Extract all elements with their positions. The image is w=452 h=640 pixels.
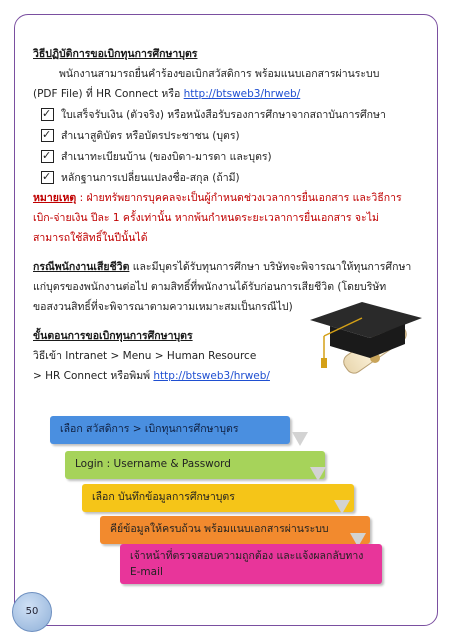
page-number: 50 bbox=[25, 606, 39, 617]
section2-line1: วิธีเข้า Intranet > Menu > Human Resource bbox=[33, 350, 257, 362]
checkbox-checked-icon bbox=[41, 150, 54, 163]
page-number-badge bbox=[12, 592, 52, 632]
checklist-item bbox=[41, 167, 413, 188]
arrow-down-icon bbox=[334, 500, 350, 514]
section1-paragraph-a: พนักงานสามารถยื่นคำร้องขอเบิกสวัสดิการ พร้อมแนบเอกสารผ่านระบบ bbox=[59, 68, 380, 80]
checkbox-checked-icon bbox=[41, 108, 54, 121]
death-case-text-3: ขอสงวนสิทธิ์ที่จะพิจารณาตามความเหมาะสมเป็นกรณีไป) bbox=[33, 301, 293, 313]
note-text-3: สามารถใช้สิทธิ์ในปีนั้นได้ bbox=[33, 232, 148, 244]
flow-step-2-label: Login : Username & Password bbox=[75, 458, 231, 470]
section1-title: วิธีปฏิบัติการขอเบิกทุนการศึกษาบุตร bbox=[33, 48, 198, 60]
section2-line2-text: > HR Connect หรือพิมพ์ bbox=[33, 370, 154, 382]
section1-paragraph-b bbox=[33, 84, 413, 104]
flow-step-1 bbox=[50, 416, 290, 444]
checklist-item-label: ใบเสร็จรับเงิน (ตัวจริง) หรือหนังสือรับรองการศึกษาจากสถาบันการศึกษา bbox=[61, 108, 386, 121]
hr-connect-link-2[interactable]: http://btsweb3/hrweb/ bbox=[153, 370, 270, 382]
arrow-down-icon bbox=[310, 467, 326, 481]
flow-step-4-label: คีย์ข้อมูลให้ครบถ้วน พร้อมแนบเอกสารผ่านระบบ bbox=[110, 523, 329, 535]
checkbox-checked-icon bbox=[41, 171, 54, 184]
note-label: หมายเหตุ bbox=[33, 192, 77, 204]
checklist-item-label: สำเนาสูติบัตร หรือบัตรประชาชน (บุตร) bbox=[61, 129, 240, 142]
graduation-cap-icon bbox=[300, 288, 430, 398]
arrow-down-icon bbox=[292, 432, 308, 446]
note-text-1: : ฝ่ายทรัพยากรบุคคลจะเป็นผู้กำหนดช่วงเวลาการยื่นเอกสาร และวิธีการ bbox=[76, 192, 402, 204]
checklist-item bbox=[41, 125, 413, 146]
section1-paragraph-b-text: (PDF File) ที่ HR Connect หรือ bbox=[33, 88, 181, 100]
checkbox-checked-icon bbox=[41, 129, 54, 142]
death-case-text-2: แก่บุตรของพนักงานต่อไป ตามสิทธิ์ที่พนักงานได้รับก่อนการเสียชีวิต (โดยบริษัท bbox=[33, 281, 387, 293]
checklist-item-label: หลักฐานการเปลี่ยนแปลงชื่อ-สกุล (ถ้ามี) bbox=[61, 171, 240, 184]
flow-step-3 bbox=[82, 484, 354, 512]
checklist-item-label: สำเนาทะเบียนบ้าน (ของบิดา-มารดา และบุตร) bbox=[61, 150, 272, 163]
section2-title: ขั้นตอนการขอเบิกทุนการศึกษาบุตร bbox=[33, 330, 193, 342]
death-case-paragraph bbox=[33, 257, 413, 277]
note-text-2: เบิก-จ่ายเงิน ปีละ 1 ครั้งเท่านั้น หากพ้นกำหนดระยะเวลาการยื่นเอกสาร จะไม่ bbox=[33, 212, 379, 224]
note-paragraph bbox=[33, 188, 413, 208]
flow-step-1-label: เลือก สวัสดิการ > เบิกทุนการศึกษาบุตร bbox=[60, 423, 239, 435]
flow-step-2 bbox=[65, 451, 325, 479]
flow-step-3-label: เลือก บันทึกข้อมูลการศึกษาบุตร bbox=[92, 491, 235, 503]
hr-connect-link[interactable]: http://btsweb3/hrweb/ bbox=[183, 88, 301, 100]
flow-step-4 bbox=[100, 516, 370, 544]
flow-step-5 bbox=[120, 544, 382, 584]
flow-step-5-label: เจ้าหน้าที่ตรวจสอบความถูกต้อง และแจ้งผลกลับทาง E-mail bbox=[130, 550, 364, 578]
checklist-item bbox=[41, 146, 413, 167]
death-case-label: กรณีพนักงานเสียชีวิต bbox=[33, 261, 130, 273]
death-case-text-1: และมีบุตรได้รับทุนการศึกษา บริษัทจะพิจารณาให้ทุนการศึกษา bbox=[129, 261, 412, 273]
checklist-item bbox=[41, 104, 413, 125]
